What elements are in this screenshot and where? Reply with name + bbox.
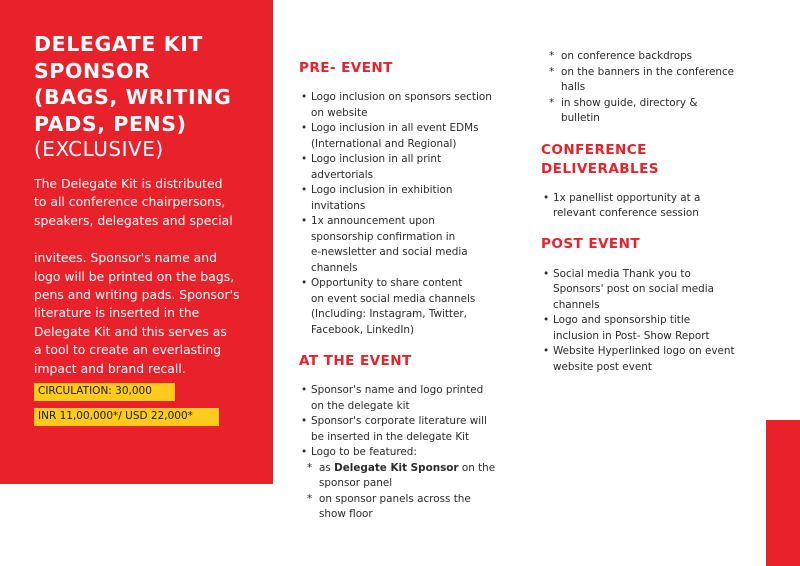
list-item: • Logo inclusion in exhibition invitations <box>299 183 519 214</box>
pre-event-list <box>299 90 519 338</box>
intro-text-continued: invitees. Sponsor's name and logo will be printed on the bags, pens and writing pads. Sponsor's literature is inserted in the Delegate Kit and this serves as a tool to create an everlasting impact and brand recall. <box>34 250 240 376</box>
list-item <box>307 461 519 492</box>
circulation-badge: CIRCULATION: 30,000 <box>34 383 175 401</box>
list-item: • Sponsor's corporate literature will be inserted in the delegate Kit <box>299 414 519 445</box>
list-item: • Opportunity to share content on event social media channels (Including: Instagram, Twitter, Facebook, LinkedIn) <box>299 276 519 338</box>
delegate-kit-sponsor-label: Delegate Kit Sponsor <box>334 461 459 474</box>
intro-text: The Delegate Kit is distributed to all conference chairpersons, speakers, delegates and special <box>34 176 233 228</box>
list-item: • Logo inclusion in all event EDMs (International and Regional) <box>299 121 519 152</box>
at-event-list <box>299 383 519 461</box>
conference-deliverables-heading: CONFERENCE DELIVERABLES <box>541 141 659 177</box>
list-item: • Logo inclusion in all print advertorials <box>299 152 519 183</box>
conference-list <box>541 191 756 222</box>
deliverables-column-right <box>541 49 756 375</box>
list-item: • 1x panellist opportunity at a relevant conference session <box>541 191 756 222</box>
post-event-heading: POST EVENT <box>541 235 641 252</box>
list-item: * on sponsor panels across the show floor <box>307 492 519 523</box>
logo-placement-list <box>307 461 519 523</box>
list-item: • Logo inclusion on sponsors section on website <box>299 90 519 121</box>
list-item: • Sponsor's name and logo printed on the delegate kit <box>299 383 519 414</box>
deliverables-column-left <box>299 59 519 523</box>
at-event-heading: AT THE EVENT <box>299 353 412 369</box>
decorative-red-bar <box>766 420 800 566</box>
list-item: • Social media Thank you to Sponsors' post on social media channels <box>541 267 756 314</box>
sub-item-prefix: as <box>319 461 335 474</box>
list-item: • Logo to be featured: <box>299 445 519 461</box>
post-event-list <box>541 267 756 376</box>
exclusive-label: (EXCLUSIVE) <box>34 137 164 161</box>
sponsor-title: DELEGATE KIT SPONSOR (BAGS, WRITING PADS, PENS) <box>34 32 232 136</box>
list-item: * on conference backdrops <box>549 49 756 65</box>
pre-event-heading: PRE- EVENT <box>299 60 393 76</box>
sponsor-summary-panel <box>0 0 273 484</box>
sub-item-suffix: on the sponsor panel <box>319 461 496 489</box>
list-item: * in show guide, directory & bulletin <box>549 96 756 127</box>
list-item: • Logo and sponsorship title inclusion in Post- Show Report <box>541 313 756 344</box>
list-item: * on the banners in the conference halls <box>549 65 756 96</box>
list-item: • 1x announcement upon sponsorship confirmation in e-newsletter and social media channels <box>299 214 519 276</box>
list-item: • Website Hyperlinked logo on event website post event <box>541 344 756 375</box>
price-badge: INR 11,00,000*/ USD 22,000* <box>34 408 219 426</box>
logo-placement-list-continued <box>549 49 756 127</box>
